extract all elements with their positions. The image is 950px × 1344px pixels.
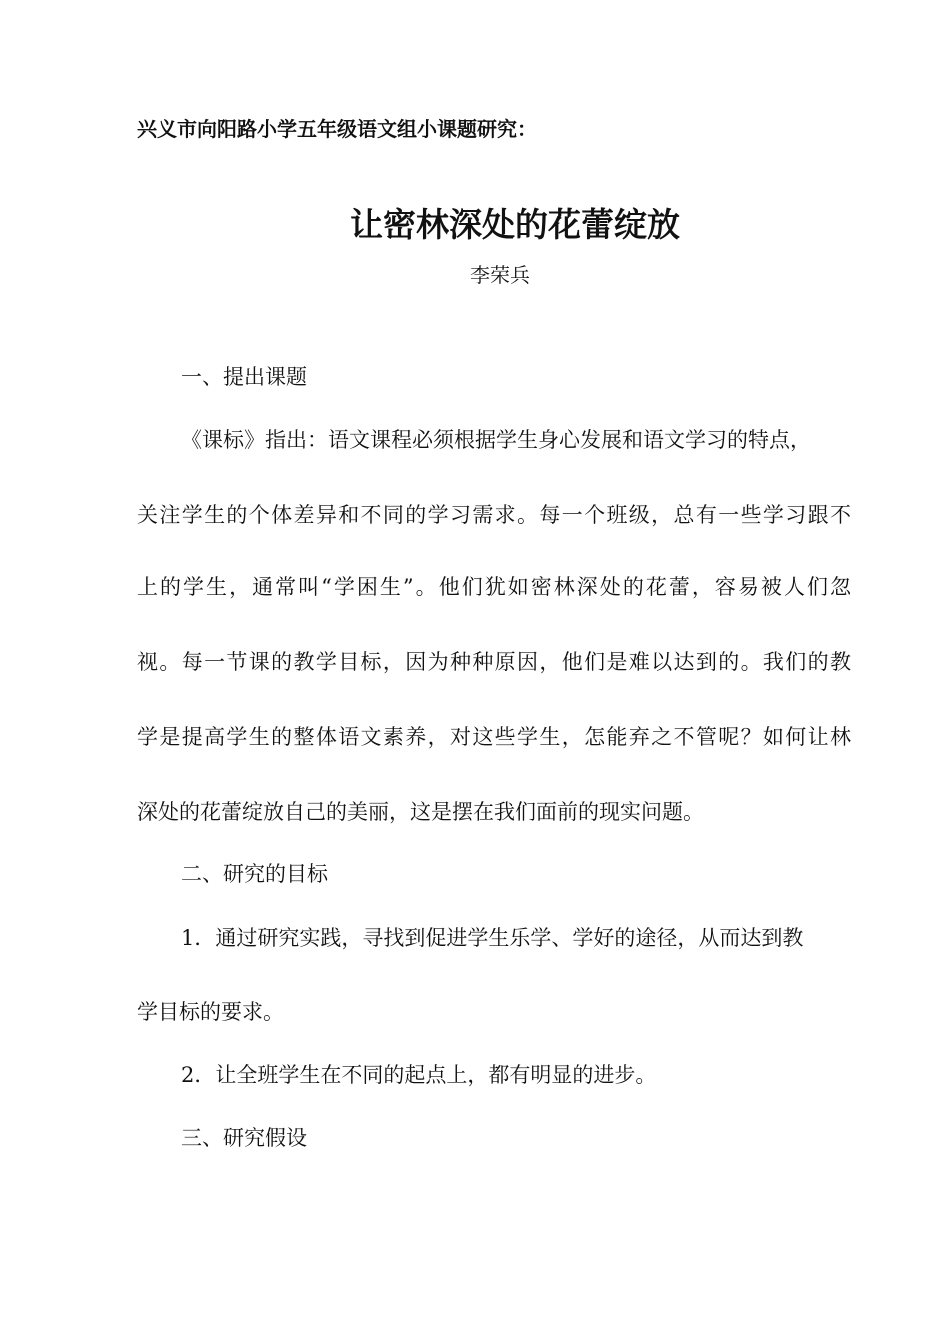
paragraph-line: 《课标》指出：语文课程必须根据学生身心发展和语文学习的特点，	[181, 428, 811, 452]
list-item-line: 1．通过研究实践，寻找到促进学生乐学、学好的途径，从而达到教	[181, 926, 804, 950]
author-name: 李荣兵	[470, 263, 530, 287]
list-item-line: 学目标的要求。	[137, 1000, 284, 1024]
section-heading-2: 二、研究的目标	[181, 862, 328, 886]
paragraph-line: 学是提高学生的整体语文素养，对这些学生，怎能弃之不管呢？如何让林	[137, 725, 851, 749]
document-header: 兴义市向阳路小学五年级语文组小课题研究：	[137, 117, 537, 141]
paragraph-line: 视。每一节课的教学目标，因为种种原因，他们是难以达到的。我们的教	[137, 650, 851, 674]
list-item: 2．让全班学生在不同的起点上，都有明显的进步。	[181, 1063, 657, 1087]
page-title: 让密林深处的花蕾绽放	[350, 205, 680, 244]
section-heading-1: 一、提出课题	[181, 365, 307, 389]
section-heading-3: 三、研究假设	[181, 1126, 307, 1150]
paragraph-line: 深处的花蕾绽放自己的美丽，这是摆在我们面前的现实问题。	[137, 800, 704, 824]
paragraph-line: 关注学生的个体差异和不同的学习需求。每一个班级，总有一些学习跟不	[137, 503, 851, 527]
paragraph-line: 上的学生，通常叫“学困生”。他们犹如密林深处的花蕾，容易被人们忽	[137, 575, 851, 599]
